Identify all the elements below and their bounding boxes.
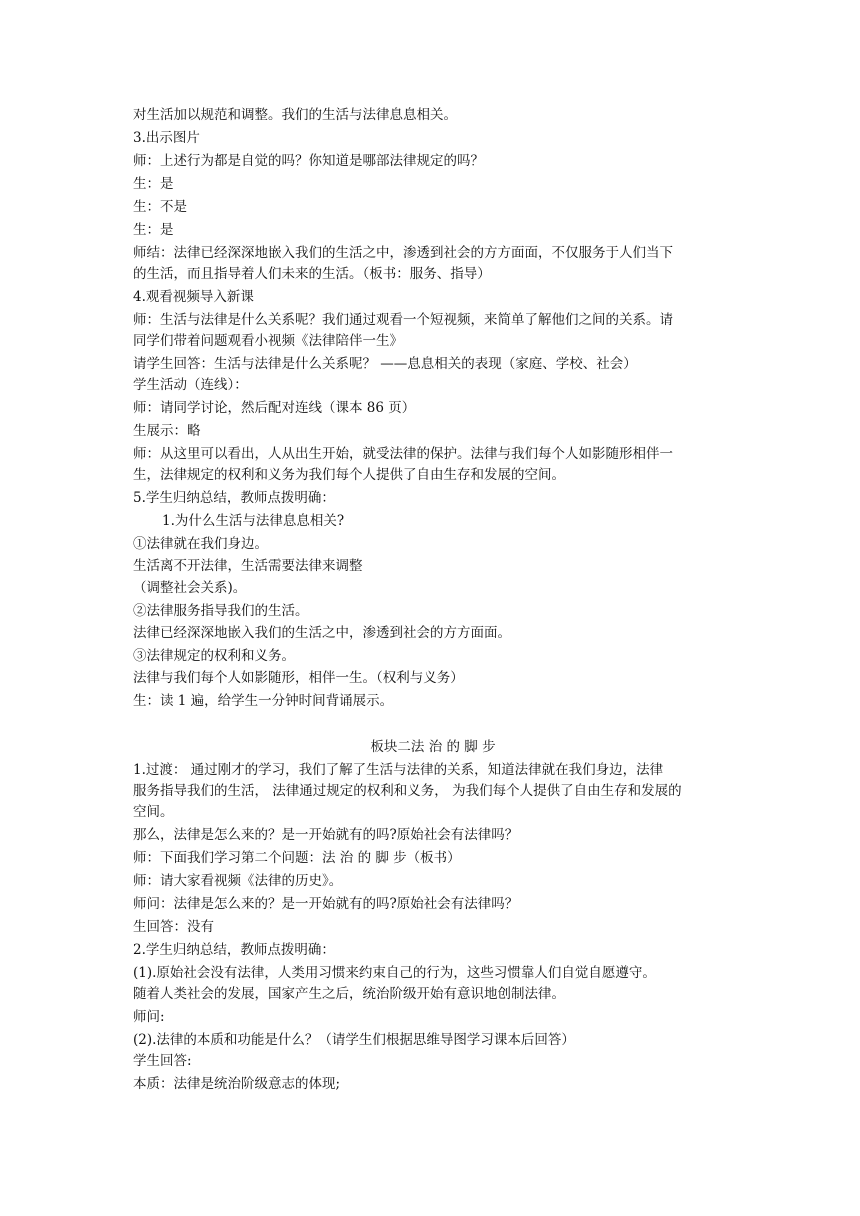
text-line: 师问:: [133, 1009, 165, 1025]
text-line: 师：从这里可以看出，人从出生开始，就受法律的保护。法律与我们每个人如影随形相伴一: [133, 446, 673, 462]
text-line: 生：是: [133, 222, 174, 238]
text-line: (2).法律的本质和功能是什么？（请学生们根据思维导图学习课本后回答）: [133, 1032, 575, 1048]
text-line: 随着人类社会的发展，国家产生之后，统治阶级开始有意识地创制法律。: [133, 986, 565, 1002]
question-heading: 1.为什么生活与法律息息相关?: [162, 513, 345, 529]
text-line: 生，法律规定的权利和义务为我们每个人提供了自由生存和发展的空间。: [133, 467, 565, 483]
text-line: 的生活，而且指导着人们未来的生活。（板书：服务、指导）: [133, 266, 491, 282]
text-line: 学生回答:: [133, 1053, 192, 1069]
text-line: 空间。: [133, 804, 174, 820]
text-line: 师：下面我们学习第二个问题：法 治 的 脚 步（板书）: [133, 850, 461, 866]
text-line: 生：读 1 遍，给学生一分钟时间背诵展示。: [133, 693, 394, 709]
text-line: ②法律服务指导我们的生活。: [133, 603, 309, 619]
text-line: (1).原始社会没有法律，人类用习惯来约束自己的行为，这些习惯靠人们自觉自愿遵守。: [133, 965, 656, 981]
text-line: 生回答：没有: [133, 919, 214, 935]
text-line: 法律已经深深地嵌入我们的生活之中，渗透到社会的方方面面。: [133, 625, 511, 641]
text-line: 师：请同学讨论，然后配对连线（课本 86 页）: [133, 400, 416, 416]
block-title: 板块二法 治 的 脚 步: [370, 739, 496, 755]
text-line: 生展示：略: [133, 423, 201, 439]
text-line: 服务指导我们的生活， 法律通过规定的权利和义务， 为我们每个人提供了自由生存和发展的: [133, 783, 682, 799]
text-line: 那么，法律是怎么来的？是一开始就有的吗?原始社会有法律吗？: [133, 827, 519, 843]
text-line: 1.过渡： 通过刚才的学习，我们了解了生活与法律的关系，知道法律就在我们身边，法律: [133, 762, 664, 778]
section-heading: 5.学生归纳总结，教师点拨明确：: [133, 490, 335, 506]
text-line: 本质：法律是统治阶级意志的体现;: [133, 1076, 341, 1092]
section-heading: 2.学生归纳总结，教师点拨明确：: [133, 942, 335, 958]
text-line: 师：上述行为都是自觉的吗？你知道是哪部法律规定的吗？: [133, 153, 484, 169]
text-line: 师：生活与法律是什么关系呢？我们通过观看一个短视频，来简单了解他们之间的关系。请: [133, 312, 673, 328]
text-line: 学生活动（连线）：: [133, 377, 248, 393]
text-line: 请学生回答：生活与法律是什么关系呢？ ——息息相关的表现（家庭、学校、社会）: [133, 356, 637, 372]
text-line: （调整社会关系)。: [133, 580, 247, 596]
text-line: 师：请大家看视频《法律的历史》。: [133, 873, 343, 889]
text-line: 法律与我们每个人如影随形，相伴一生。（权利与义务）: [133, 670, 464, 686]
section-heading: 4.观看视频导入新课: [133, 289, 254, 305]
text-line: 对生活加以规范和调整。我们的生活与法律息息相关。: [133, 107, 457, 123]
text-line: 同学们带着问题观看小视频《法律陪伴一生》: [133, 333, 403, 349]
text-line: ①法律就在我们身边。: [133, 536, 268, 552]
text-line: 师结：法律已经深深地嵌入我们的生活之中，渗透到社会的方方面面，不仅服务于人们当下: [133, 245, 673, 261]
text-line: 生：是: [133, 176, 174, 192]
text-line: 师问：法律是怎么来的？是一开始就有的吗?原始社会有法律吗？: [133, 896, 519, 912]
text-line: 生：不是: [133, 199, 187, 215]
text-line: ③法律规定的权利和义务。: [133, 648, 295, 664]
text-line: 生活离不开法律，生活需要法律来调整: [133, 558, 363, 574]
section-heading: 3.出示图片: [133, 130, 200, 146]
